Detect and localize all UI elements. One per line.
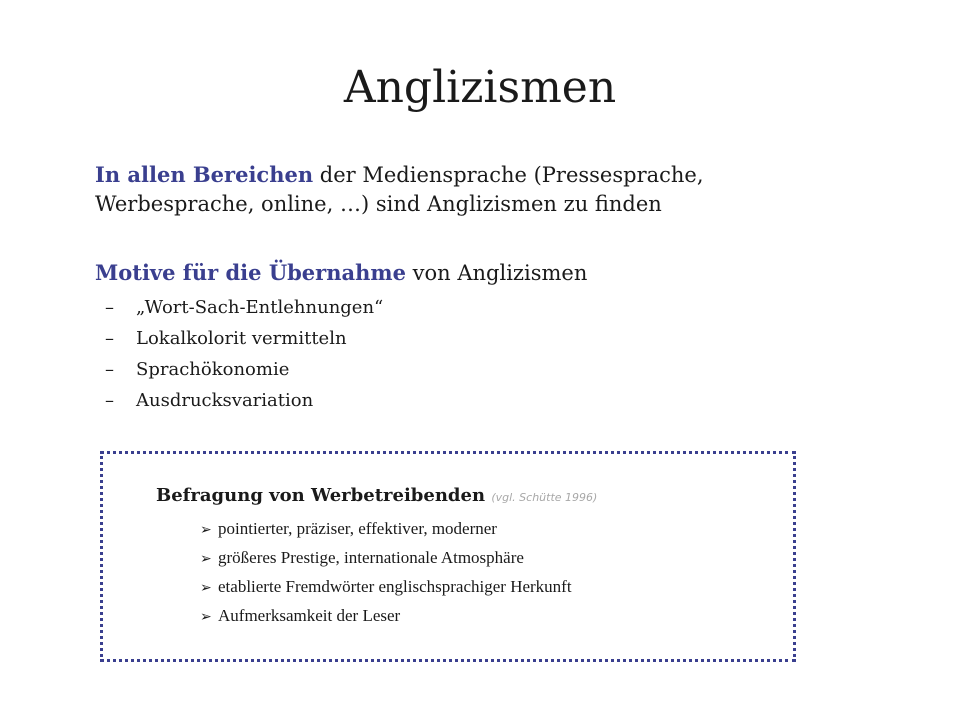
arrow-bullet-icon: ➢: [200, 523, 212, 538]
highlight-all-areas: In allen Bereichen: [95, 162, 314, 187]
survey-box: [100, 451, 796, 662]
list-item-label: größeres Prestige, internationale Atmosphäre: [218, 548, 524, 567]
arrow-bullet-icon: ➢: [200, 581, 212, 596]
paragraph-media-language: [95, 160, 815, 219]
motives-list: [105, 292, 383, 416]
dash-icon: –: [105, 328, 114, 349]
highlight-motives: Motive für die Übernahme: [95, 260, 406, 285]
arrow-bullet-icon: ➢: [200, 552, 212, 567]
list-item: [200, 543, 572, 572]
dash-icon: –: [105, 359, 114, 380]
survey-list: [200, 514, 572, 630]
dash-icon: –: [105, 390, 114, 411]
paragraph-text: der Mediensprache (Pressesprache, Werbesprache, online, …) sind Anglizismen zu finden: [95, 163, 704, 216]
paragraph-motives: [95, 258, 815, 288]
list-item: [200, 514, 572, 543]
list-item-label: Aufmerksamkeit der Leser: [218, 606, 401, 625]
list-item-label: etablierte Fremdwörter englischsprachiger Herkunft: [218, 577, 572, 596]
list-item: [105, 354, 383, 385]
survey-heading-text: Befragung von Werbetreibenden: [156, 485, 486, 506]
list-item: [200, 601, 572, 630]
survey-heading: [156, 485, 597, 506]
list-item-label: pointierter, präziser, effektiver, moderner: [218, 519, 497, 538]
list-item-label: Lokalkolorit vermitteln: [136, 328, 347, 349]
list-item: [105, 292, 383, 323]
list-item: [200, 572, 572, 601]
dash-icon: –: [105, 297, 114, 318]
citation: (vgl. Schütte 1996): [491, 491, 598, 504]
list-item: [105, 385, 383, 416]
arrow-bullet-icon: ➢: [200, 610, 212, 625]
slide-title: Anglizismen: [343, 62, 617, 113]
list-item-label: Sprachökonomie: [136, 359, 290, 380]
paragraph-text: von Anglizismen: [405, 261, 588, 285]
list-item: [105, 323, 383, 354]
list-item-label: Ausdrucksvariation: [136, 390, 314, 411]
list-item-label: „Wort-Sach-Entlehnungen“: [136, 297, 384, 318]
